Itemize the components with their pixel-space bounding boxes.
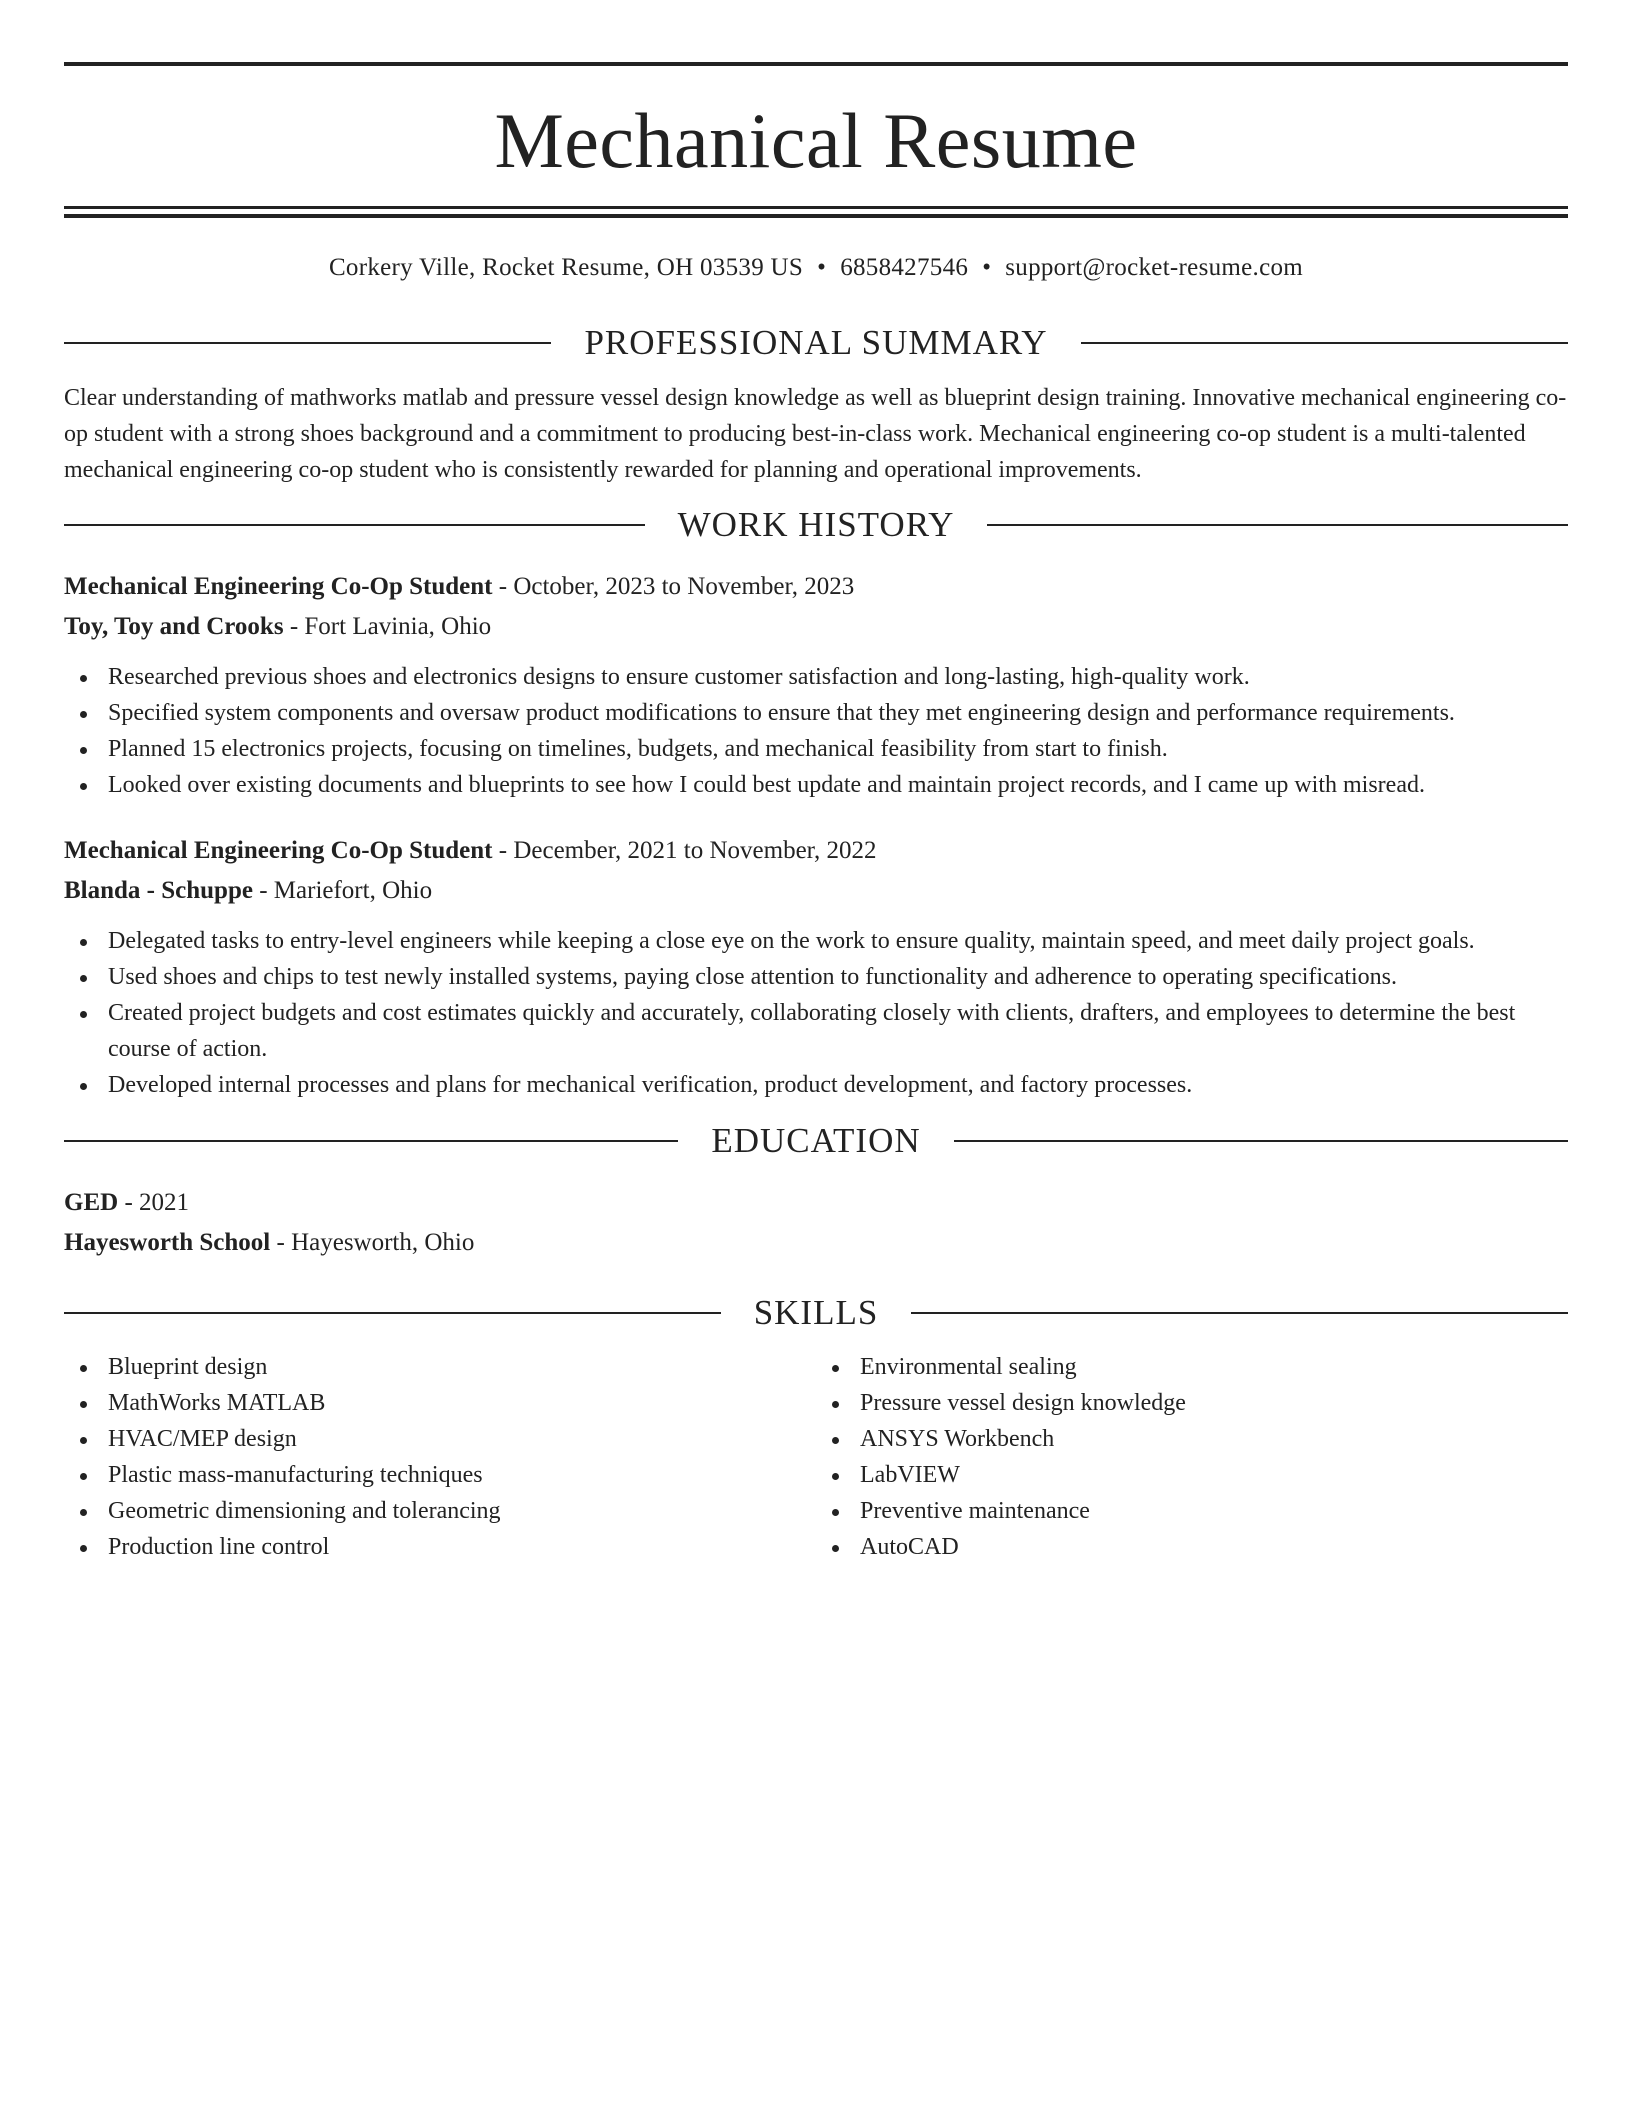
list-item: Used shoes and chips to test newly installed systems, paying close attention to functionality and adherence to operating specifications.	[64, 959, 1568, 995]
list-item: Specified system components and oversaw product modifications to ensure that they met engineering design and performance requirements.	[64, 695, 1568, 731]
skills-heading	[64, 1291, 1568, 1335]
job-title-line	[64, 567, 1568, 607]
summary-heading-label: PROFESSIONAL SUMMARY	[584, 323, 1048, 362]
contact-address: Corkery Ville, Rocket Resume, OH 03539 US	[328, 254, 804, 281]
list-item: Pressure vessel design knowledge	[816, 1385, 1568, 1421]
education-entry	[64, 1183, 1568, 1263]
job-title: Mechanical Engineering Co-Op Student	[64, 573, 493, 600]
skills-column-left	[64, 1349, 816, 1565]
job-dates: - December, 2021 to November, 2022	[492, 837, 877, 864]
contact-separator: •	[982, 254, 992, 281]
education-degree-line	[64, 1183, 1568, 1223]
work-heading-label: WORK HISTORY	[677, 505, 955, 544]
education-degree: GED	[64, 1189, 119, 1216]
heading-rule	[64, 524, 645, 526]
list-item: Planned 15 electronics projects, focusing on timelines, budgets, and mechanical feasibility from start to finish.	[64, 731, 1568, 767]
heading-rule	[911, 1312, 1568, 1314]
contact-separator: •	[817, 254, 827, 281]
job-location: - Mariefort, Ohio	[252, 877, 433, 904]
education-location: - Hayesworth, Ohio	[270, 1229, 475, 1256]
education-year: - 2021	[118, 1189, 190, 1216]
summary-text: Clear understanding of mathworks matlab and pressure vessel design knowledge as well as blueprint design training. Innovative mechanical engineering co-op student with a strong shoes background and a commitment to producing best-in-class work. Mechanical engineering co-op student is a multi-talented mechanical engineering co-op student who is consistently rewarded for planning and operational improvements.	[64, 385, 1567, 483]
list-item: Plastic mass-manufacturing techniques	[64, 1457, 816, 1493]
job-bullets	[64, 659, 1568, 803]
resume-title: Mechanical Resume	[494, 97, 1138, 184]
contact-line	[64, 254, 1568, 286]
list-item: Delegated tasks to entry-level engineers while keeping a close eye on the work to ensure quality, maintain speed, and meet daily project goals.	[64, 923, 1568, 959]
heading-rule	[64, 1140, 678, 1142]
list-item: Researched previous shoes and electronics designs to ensure customer satisfaction and long-lasting, high-quality work.	[64, 659, 1568, 695]
list-item: Created project budgets and cost estimates quickly and accurately, collaborating closely with clients, drafters, and employees to determine the best course of action.	[64, 995, 1568, 1067]
skills-grid	[64, 1349, 1568, 1565]
job-dates: - October, 2023 to November, 2023	[492, 573, 855, 600]
list-item: Developed internal processes and plans for mechanical verification, product development, and factory processes.	[64, 1067, 1568, 1103]
list-item: ANSYS Workbench	[816, 1421, 1568, 1457]
job-title-line	[64, 831, 1568, 871]
list-item: AutoCAD	[816, 1529, 1568, 1565]
summary-heading	[64, 321, 1568, 365]
list-item: Looked over existing documents and blueprints to see how I could best update and maintain project records, and I came up with misread.	[64, 767, 1568, 803]
education-heading-label: EDUCATION	[711, 1121, 921, 1160]
work-heading	[64, 503, 1568, 547]
job-company: Blanda - Schuppe	[64, 877, 253, 904]
job-company-line	[64, 871, 1568, 911]
heading-rule	[1081, 342, 1568, 344]
list-item: Environmental sealing	[816, 1349, 1568, 1385]
job-company: Toy, Toy and Crooks	[64, 613, 284, 640]
title-double-rule	[64, 206, 1568, 218]
list-item: Preventive maintenance	[816, 1493, 1568, 1529]
contact-email: support@rocket-resume.com	[1005, 254, 1304, 281]
education-school: Hayesworth School	[64, 1229, 271, 1256]
job-company-line	[64, 607, 1568, 647]
top-rule	[64, 62, 1568, 66]
list-item: Production line control	[64, 1529, 816, 1565]
skills-column-right	[816, 1349, 1568, 1565]
list-item: MathWorks MATLAB	[64, 1385, 816, 1421]
list-item: Geometric dimensioning and tolerancing	[64, 1493, 816, 1529]
heading-rule	[64, 342, 551, 344]
heading-rule	[64, 1312, 721, 1314]
education-heading	[64, 1119, 1568, 1163]
education-school-line	[64, 1223, 1568, 1263]
job-entry	[64, 567, 1568, 803]
job-entry	[64, 831, 1568, 1103]
job-bullets	[64, 923, 1568, 1103]
heading-rule	[987, 524, 1568, 526]
contact-phone: 6858427546	[840, 254, 969, 281]
list-item: Blueprint design	[64, 1349, 816, 1385]
job-location: - Fort Lavinia, Ohio	[283, 613, 492, 640]
skills-heading-label: SKILLS	[753, 1293, 879, 1332]
list-item: LabVIEW	[816, 1457, 1568, 1493]
heading-rule	[954, 1140, 1568, 1142]
list-item: HVAC/MEP design	[64, 1421, 816, 1457]
job-title: Mechanical Engineering Co-Op Student	[64, 837, 493, 864]
